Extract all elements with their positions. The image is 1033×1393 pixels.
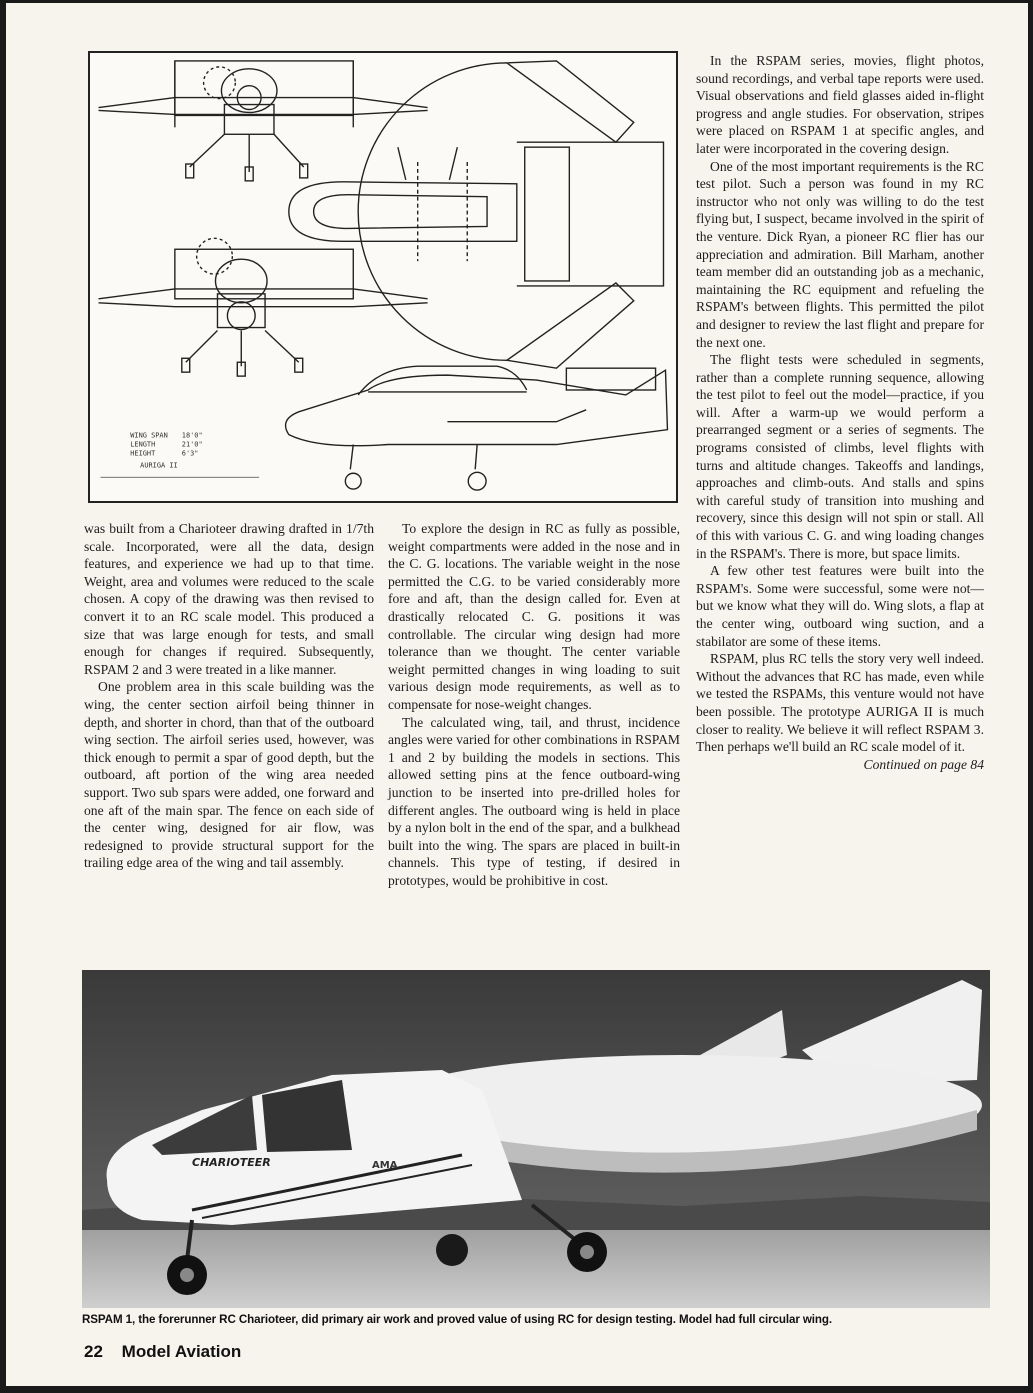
spec-length: LENGTH xyxy=(130,440,156,449)
front-view-top xyxy=(99,61,428,181)
paragraph: One problem area in this scale building was the wing, the center section airfoil being thinner in depth, and shorter in chord, than that of the outboard wing section. The airfoil series used, however, was thick enough to permit a spar of good depth, but the outboard, aft portion of the wing area needed support. Two sub spars were added, one forward and one aft of the main spar. The fence on each side of the center wing, designed for air flow, was redesigned to provide structural support for the trailing edge area of the wing and tail assembly. xyxy=(84,679,374,871)
aircraft-photo xyxy=(82,970,990,1308)
plan-view xyxy=(289,61,664,368)
article-column-left xyxy=(84,520,374,872)
photo-caption: RSPAM 1, the forerunner RC Charioteer, did primary air work and proved value of using RC for design testing. Model had full circular wing. xyxy=(82,1313,833,1326)
page-footer xyxy=(84,1342,241,1362)
publication-name: Model Aviation xyxy=(121,1342,242,1361)
drawing-specs xyxy=(101,432,260,478)
fuselage-ama-lettering: AMA xyxy=(372,1160,398,1171)
svg-text:21'0": 21'0" xyxy=(181,440,203,449)
paragraph: The calculated wing, tail, and thrust, incidence angles were varied for other combinations in RSPAM 1 and 2 by building the models in sections. This allowed setting pins at the fence outboard-wing junction to be inserted into pre-drilled holes for different angles. The outboard wing is held in place by a nylon bolt in the end of the spar, and a bulkhead built into the wing. The spars are placed in built-in channels. This type of testing, if desired in prototypes, would be prohibitive in cost. xyxy=(388,714,680,888)
paragraph: RSPAM, plus RC tells the story very well indeed. Without the advances that RC has made, even while we tested the RSPAMs, this venture would not have been possible. The prototype AURIGA II is much closer to reality. We believe it will reflect RSPAM 3. Then perhaps we'll build an RC scale model of it. xyxy=(696,651,984,755)
drawing-name: AURIGA II xyxy=(140,461,178,470)
three-view-drawing xyxy=(88,51,678,503)
paragraph: To explore the design in RC as fully as possible, weight compartments were added in the nose and in the C. G. locations. The variable weight in the nose permitted the C.G. to be varied considerably more fore and aft, than the design called for. Even at drastically relocated C. G. positions it was controllable. The circular wing design had more tolerance than we thought. The center variable weight permitted changes in wing loading to suit various design mode requirements, as well as to compensate for nose-weight changes. xyxy=(388,521,680,712)
fuselage-lettering: CHARIOTEER xyxy=(192,1156,271,1169)
svg-text:6'3": 6'3" xyxy=(181,449,199,458)
paragraph: One of the most important requirements is the RC test pilot. Such a person was found in my RC instructor who not only was willing to do the test flying but, I suspect, became involved in the spirit of the venture. Dick Ryan, a pioneer RC flier has our appreciation and admiration. Bill Marham, another team member did an outstanding job as a mechanic, maintaining the RC equipment and refueling the RSPAM's between flights. This permitted the pilot and designer to review the last flight and prepare for the next one. xyxy=(696,158,984,350)
spec-wing-span: WING SPAN xyxy=(130,431,168,440)
front-view-bottom xyxy=(99,238,428,376)
paragraph: The flight tests were scheduled in segments, rather than a complete running sequence, allowing the test pilot to feel out the model—practice, if you will. After a warm-up we would perform a prearranged segment or a series of segments. The programs consisted of climbs, level flights with turns and altitude changes. Takeoffs and landings, approaches and climb-outs. And stalls and spins with careful study of transition into mushing and recovery, since this design will not spin or stall. All of this with various C. G. and wing loading changes in the RSPAM's. There is more, but space limits. xyxy=(696,352,984,561)
article-column-middle xyxy=(388,520,680,889)
spec-height: HEIGHT xyxy=(130,449,156,458)
paragraph: A few other test features were built into the RSPAM's. Some were successful, some were not—but we know what they will do. Wing slots, a flap at the center wing, outboard wing suction, and a stabilator are some of these items. xyxy=(696,563,984,649)
aircraft-line-drawing xyxy=(90,53,676,501)
svg-text:18'0": 18'0" xyxy=(181,431,203,440)
article-column-right xyxy=(696,52,984,773)
paragraph: In the RSPAM series, movies, flight photos, sound recordings, and verbal tape reports were used. Visual observations and field glasses aided in-flight progress and angle studies. For observation, stripes were placed on RSPAM 1 at specific angles, and later were incorporated in the covering design. xyxy=(696,53,984,156)
page-number: 22 xyxy=(84,1342,103,1361)
magazine-page xyxy=(6,3,1028,1386)
side-view xyxy=(286,366,668,490)
paragraph: was built from a Charioteer drawing drafted in 1/7th scale. Incorporated, were all the data, design features, and experience we had up to that time. Weight, area and volumes were reduced to the scale chosen. A copy of the drawing was then revised to convert it to an RC scale model. This produced a size that was large enough for tests, and small enough for changes if required. Subsequently, RSPAM 2 and 3 were treated in a like manner. xyxy=(84,521,374,677)
continued-link[interactable]: Continued on page 84 xyxy=(863,756,984,772)
